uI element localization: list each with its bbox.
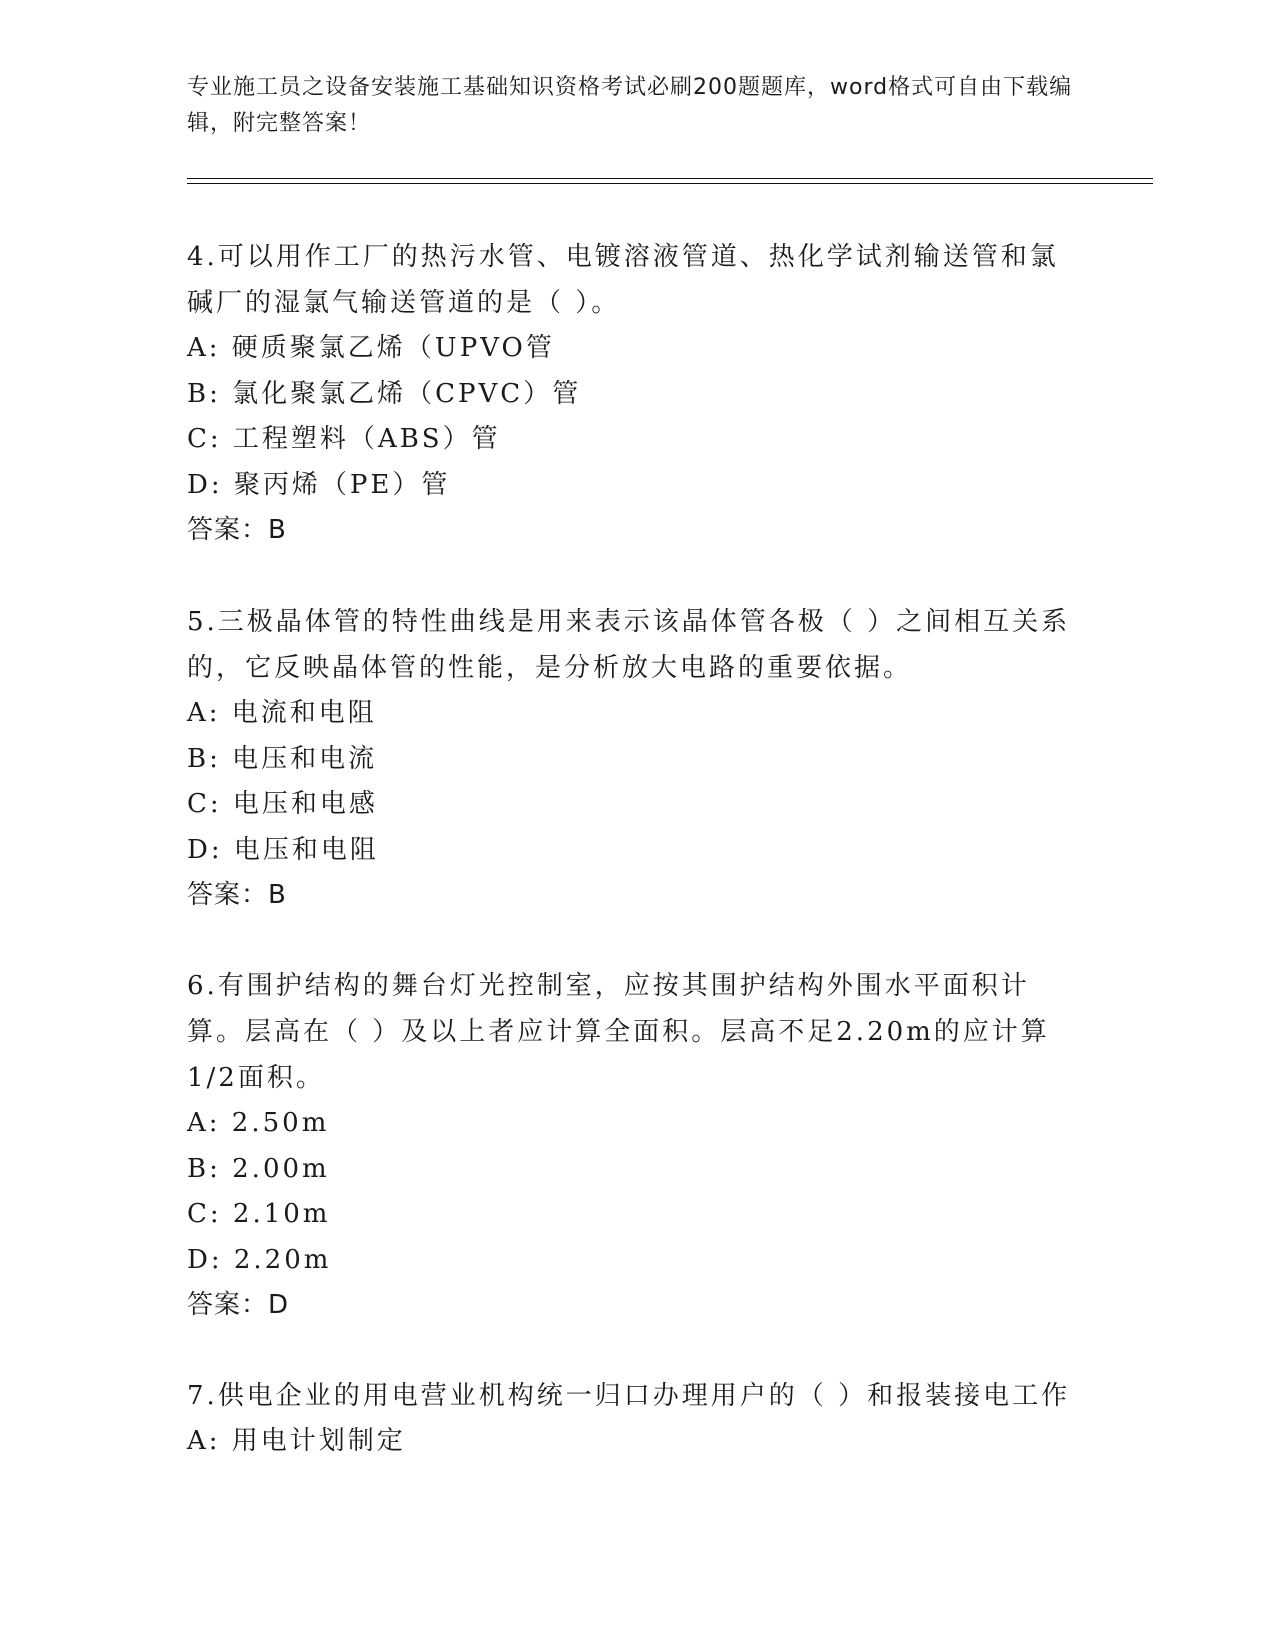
question-4: [187, 234, 1087, 552]
option-b: B: 电压和电流: [187, 743, 378, 774]
option-b: B: 2.00m: [187, 1153, 330, 1184]
question-stem: 5.三极晶体管的特性曲线是用来表示该晶体管各极（ ）之间相互关系的，它反映晶体管的性能，是分析放大电路的重要依据。: [187, 607, 1071, 683]
answer: 答案：D: [187, 1290, 290, 1320]
question-7: [187, 1373, 1087, 1465]
option-c: C: 工程塑料（ABS）管: [187, 424, 501, 454]
option-d: D: 2.20m: [187, 1244, 332, 1275]
question-5: [187, 599, 1087, 917]
option-c: C: 电压和电感: [187, 789, 378, 819]
option-a: A: 硬质聚氯乙烯（UPVO管: [187, 333, 555, 363]
option-c: C: 2.10m: [187, 1199, 331, 1229]
question-stem: 7.供电企业的用电营业机构统一归口办理用户的（ ）和报装接电工作: [187, 1381, 1071, 1411]
question-stem: 4.可以用作工厂的热污水管、电镀溶液管道、热化学试剂输送管和氯碱厂的湿氯气输送管道的是（ ）。: [187, 242, 1059, 318]
option-a: A: 2.50m: [187, 1108, 330, 1138]
question-stem: 6.有围护结构的舞台灯光控制室，应按其围护结构外围水平面积计算。层高在（ ）及以上者应计算全面积。层高不足2.20m的应计算1/2面积。: [187, 971, 1050, 1093]
option-a: A: 电流和电阻: [187, 698, 377, 728]
answer: 答案：B: [187, 880, 287, 910]
header-divider-bottom: [187, 183, 1153, 184]
option-d: D: 电压和电阻: [187, 834, 379, 865]
option-b: B: 氯化聚氯乙烯（CPVC）管: [187, 378, 582, 409]
document-header: [187, 70, 1087, 142]
option-a: A: 用电计划制定: [187, 1426, 406, 1456]
header-title: 专业施工员之设备安装施工基础知识资格考试必刷200题题库，word格式可自由下载编辑，附完整答案！: [187, 75, 1073, 136]
header-divider-top: [187, 178, 1153, 179]
question-6: [187, 963, 1087, 1327]
option-d: D: 聚丙烯（PE）管: [187, 469, 451, 500]
answer: 答案：B: [187, 515, 287, 545]
